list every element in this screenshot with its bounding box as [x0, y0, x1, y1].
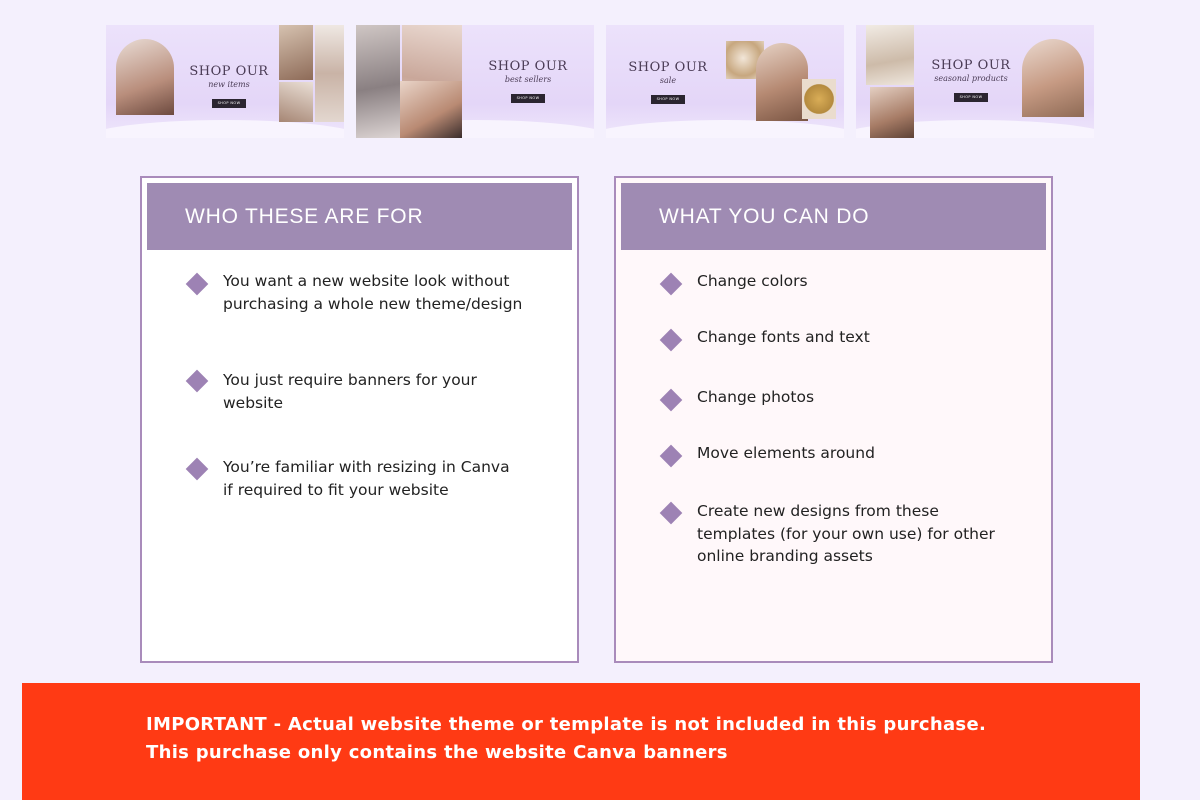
diamond-bullet-icon	[186, 273, 209, 296]
diamond-bullet-icon	[660, 445, 683, 468]
banner-text	[478, 60, 578, 103]
hair-accessory-photo	[279, 25, 313, 80]
notice-line-1: IMPORTANT - Actual website theme or template is not included in this purchase.	[146, 714, 987, 735]
list-item-text: Create new designs from these templates (for your own use) for other online branding assets	[697, 502, 995, 565]
model-photo	[1022, 39, 1084, 117]
earring-photo	[802, 79, 836, 119]
list-item-text: Change colors	[697, 272, 808, 290]
banner-heading: SHOP OUR	[189, 64, 269, 79]
jewelry-photo	[279, 82, 313, 122]
model-photo	[116, 39, 174, 115]
banner-subheading: new items	[208, 80, 250, 89]
list-item-text: Change photos	[697, 388, 815, 406]
model-photo	[870, 87, 914, 138]
model-photo	[400, 81, 462, 138]
banner-previews	[106, 25, 1094, 138]
banner-subheading: best sellers	[504, 75, 552, 84]
banner-heading: SHOP OUR	[628, 60, 708, 75]
banner-best-sellers	[356, 25, 594, 138]
diamond-bullet-icon	[186, 458, 209, 481]
shop-now-button[interactable]: SHOP NOW	[954, 93, 989, 102]
accessory-photo	[315, 25, 344, 122]
list-item-text: Move elements around	[697, 444, 875, 462]
banner-subheading: sale	[659, 76, 677, 85]
banner-sale	[606, 25, 844, 138]
what-you-can-do-card	[614, 176, 1053, 663]
card-title: WHAT YOU CAN DO	[621, 183, 1046, 250]
card-title: WHO THESE ARE FOR	[147, 183, 572, 250]
list-item-text: Change fonts and text	[697, 328, 870, 346]
diamond-bullet-icon	[660, 389, 683, 412]
list-item-text: You just require banners for your website	[223, 371, 477, 412]
banner-heading: SHOP OUR	[931, 58, 1011, 73]
model-photo	[756, 43, 808, 121]
banner-new-items	[106, 25, 344, 138]
jewelry-photo	[356, 25, 400, 138]
diamond-bullet-icon	[660, 502, 683, 525]
shop-now-button[interactable]: SHOP NOW	[511, 94, 546, 103]
banner-text	[618, 61, 718, 104]
shop-now-button[interactable]: SHOP NOW	[212, 99, 247, 108]
accessory-photo	[866, 25, 914, 85]
diamond-bullet-icon	[186, 370, 209, 393]
banner-seasonal-products	[856, 25, 1094, 138]
banner-subheading: seasonal products	[934, 74, 1008, 83]
who-these-are-for-card	[140, 176, 579, 663]
banner-heading: SHOP OUR	[488, 59, 568, 74]
list-item-text: You want a new website look without purchasing a whole new theme/design	[223, 272, 523, 313]
diamond-bullet-icon	[660, 329, 683, 352]
list-item-text: You’re familiar with resizing in Canva if required to fit your website	[223, 458, 510, 499]
diamond-bullet-icon	[660, 273, 683, 296]
important-notice-banner	[22, 683, 1140, 800]
banner-text	[179, 65, 279, 108]
shop-now-button[interactable]: SHOP NOW	[651, 95, 686, 104]
banner-text	[921, 59, 1021, 102]
notice-line-2: This purchase only contains the website Canva banners	[146, 742, 728, 763]
